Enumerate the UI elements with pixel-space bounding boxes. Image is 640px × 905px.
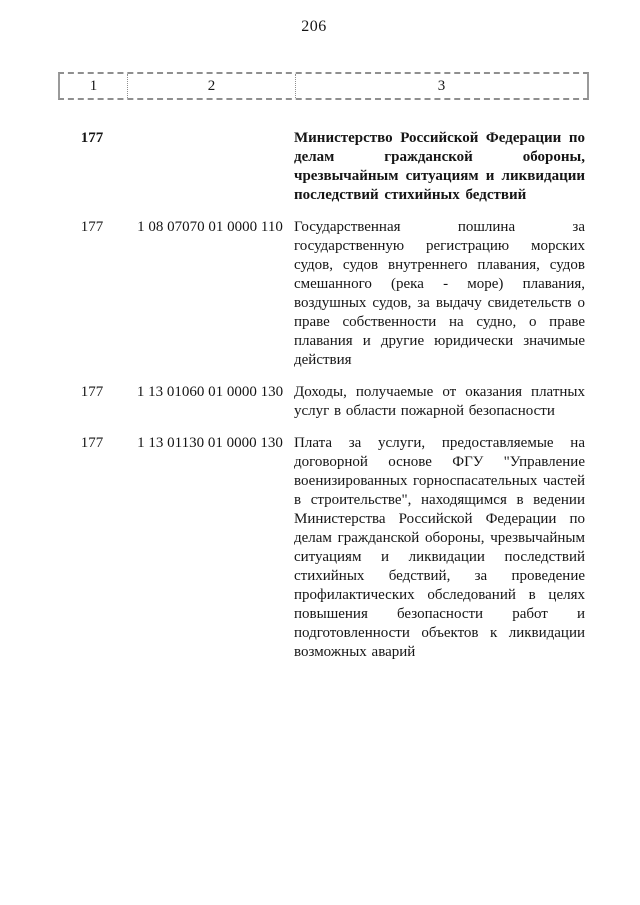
column-header-2: 2 (128, 74, 296, 98)
table-row (58, 218, 585, 370)
budget-code-cell (126, 129, 294, 205)
income-name-cell: Государственная пошлина за государственную регистрацию морских судов, судов внутреннего плавания, судов смешанного (река - море) плавания, воздушных судов, за выдачу свидетельств о праве собственности на судно, о праве плавания и другие юридически значимые действия (294, 219, 585, 368)
budget-code-cell: 1 08 07070 01 0000 110 (137, 219, 283, 235)
page-number: 206 (301, 18, 327, 35)
column-header-1: 1 (60, 74, 128, 98)
income-name-cell: Плата за услуги, предоставляемые на договорной основе ФГУ "Управление военизированных горноспасательных частей в строительстве", находящимся в ведении Министерства Российской Федерации по делам гражданской обороны, чрезвычайным ситуациям и ликвидации последствий стихийных бедствий, за проведение профилактических обследований в целях повышения безопасности работ и подготовленности объектов к ликвидации возможных аварий (294, 435, 585, 660)
income-name-cell: Доходы, получаемые от оказания платных услуг в области пожарной безопасности (294, 384, 585, 419)
table-row (58, 129, 585, 205)
admin-code-cell: 177 (80, 130, 104, 146)
admin-code-cell: 177 (80, 435, 104, 451)
admin-code-cell: 177 (80, 384, 104, 400)
admin-code-cell: 177 (80, 219, 104, 235)
table-row (58, 383, 585, 421)
budget-code-cell: 1 13 01130 01 0000 130 (137, 435, 283, 451)
budget-code-cell: 1 13 01060 01 0000 130 (136, 384, 284, 400)
column-header-3: 3 (437, 77, 446, 94)
table-row (58, 434, 585, 662)
column-header-row (58, 72, 589, 100)
table-body (58, 129, 585, 675)
income-name-cell: Министерство Российской Федерации по делам гражданской обороны, чрезвычайным ситуациям и ликвидации последствий стихийных бедствий (294, 130, 585, 203)
